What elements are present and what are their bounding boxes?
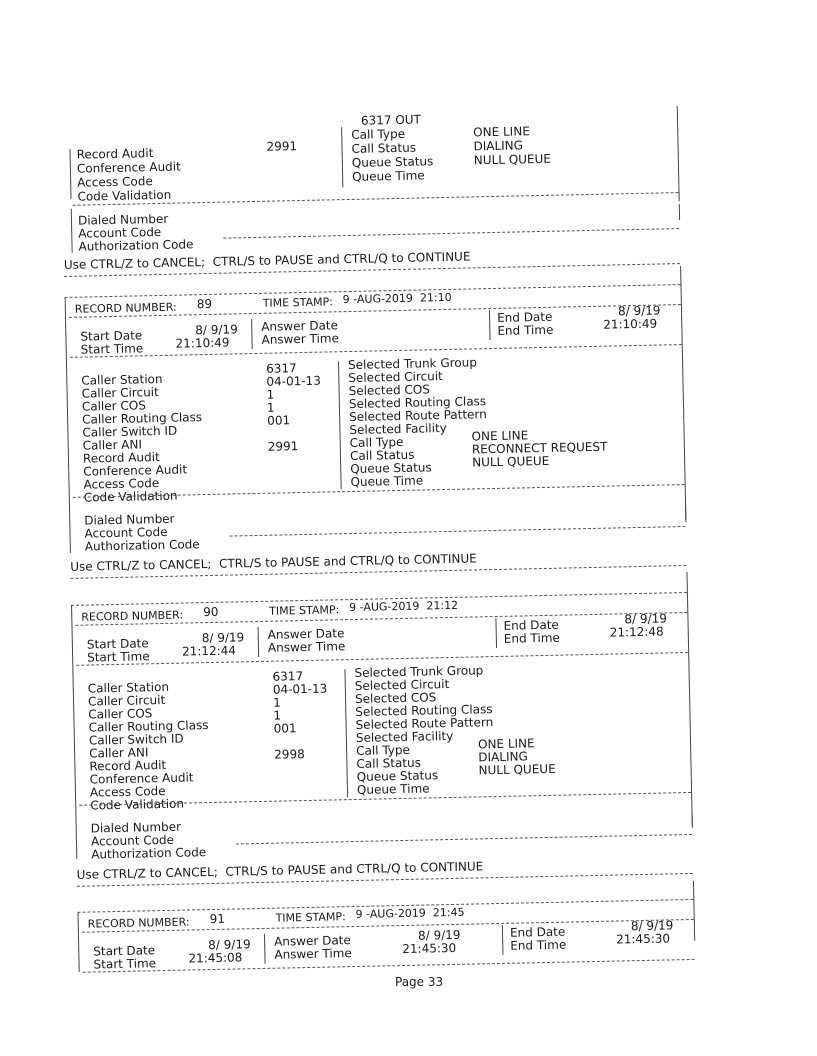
box-right-border: [692, 812, 693, 828]
call-status-value: DIALING: [473, 138, 524, 154]
answer-time-label: Answer Time: [274, 946, 352, 962]
start-time-label: Start Time: [93, 956, 157, 972]
record-90-right-border: [686, 572, 692, 826]
call-type-value: ONE LINE: [477, 736, 535, 752]
answer-time-label: Answer Time: [267, 639, 346, 655]
scanned-printout: [61, 105, 739, 999]
record-audit-value: 2991: [266, 139, 298, 154]
caller-ani-label: Caller ANI: [82, 437, 143, 453]
call-type-label: Call Type: [356, 742, 411, 758]
queue-time-label: Queue Time: [351, 168, 425, 184]
answer-date-label: Answer Date: [267, 626, 345, 642]
time-stamp-value: 9 -AUG-2019 21:12: [349, 598, 459, 615]
end-time-value: 21:45:30: [616, 931, 671, 947]
authorization-code-label: Authorization Code: [78, 237, 194, 254]
call-type-value: ONE LINE: [471, 428, 529, 444]
queue-status-value: NULL QUEUE: [473, 151, 552, 168]
column-divider: [338, 361, 342, 489]
caller-cos-label: Caller COS: [81, 398, 147, 414]
start-date-label: Start Date: [86, 636, 149, 652]
time-stamp-label: TIME STAMP:: [262, 295, 333, 310]
selected-facility-label: Selected Facility: [355, 728, 454, 745]
start-time-label: Start Time: [80, 341, 144, 357]
record-89-left-border: [65, 297, 71, 553]
time-stamp-label: TIME STAMP:: [269, 603, 340, 618]
caller-circuit-label: Caller Circuit: [87, 692, 166, 709]
record-audit-value: 2998: [274, 747, 305, 762]
record-91-left-border: [77, 912, 79, 972]
end-date-label: End Date: [509, 924, 566, 940]
call-type-value: ONE LINE: [473, 124, 530, 140]
column-divider: [258, 627, 260, 657]
selected-circuit-label: Selected Circuit: [348, 369, 443, 386]
caller-routing-class-label: Caller Routing Class: [88, 718, 209, 735]
divider: [230, 526, 686, 537]
call-status-label: Call Status: [356, 755, 422, 771]
record-audit-label: Record Audit: [82, 450, 160, 466]
record-number-value: 91: [209, 911, 226, 927]
record-number-value: 90: [203, 604, 219, 620]
call-status-label: Call Status: [351, 140, 417, 156]
start-date-value: 8/ 9/19: [201, 630, 245, 646]
caller-cos-value: 1: [272, 695, 281, 710]
caller-station-label: Caller Station: [87, 679, 170, 696]
authorization-code-label: Authorization Code: [91, 845, 207, 862]
caller-cos-label: Caller COS: [88, 706, 153, 722]
code-validation-label: Code Validation: [90, 796, 185, 813]
access-code-label: Access Code: [89, 783, 166, 800]
column-divider: [489, 310, 491, 340]
call-status-value: DIALING: [478, 749, 528, 765]
end-time-value: 21:12:48: [609, 624, 664, 640]
box-right-border: [679, 204, 680, 220]
caller-cos-value: 1: [266, 387, 275, 402]
end-date-label: End Date: [496, 309, 553, 325]
divider: [223, 228, 679, 239]
end-time-label: End Time: [510, 937, 567, 953]
record-number-label: RECORD NUMBER:: [74, 300, 177, 316]
call-status-value: RECONNECT REQUEST: [471, 439, 608, 457]
record-audit-value: 2991: [267, 439, 299, 454]
record-90-left-border: [71, 605, 77, 859]
queue-status-label: Queue Status: [351, 154, 434, 170]
caller-station-value: 6317: [265, 361, 297, 376]
caller-ani-label: Caller ANI: [89, 745, 149, 761]
selected-cos-label: Selected COS: [348, 382, 431, 399]
time-stamp-label: TIME STAMP:: [275, 910, 346, 925]
account-code-label: Account Code: [90, 832, 175, 849]
end-date-value: 8/ 9/19: [617, 303, 661, 319]
queue-time-label: Queue Time: [350, 473, 424, 490]
continue-prompt: Use CTRL/Z to CANCEL; CTRL/S to PAUSE and CTRL/Q to CONTINUE: [76, 859, 484, 882]
selected-route-pattern-label: Selected Route Pattern: [349, 407, 487, 425]
time-stamp-value: 9 -AUG-2019 21:10: [342, 290, 452, 307]
continue-prompt: Use CTRL/Z to CANCEL; CTRL/S to PAUSE and CTRL/Q to CONTINUE: [70, 551, 477, 574]
selected-routing-class-label: Selected Routing Class: [355, 702, 493, 719]
start-date-label: Start Date: [80, 328, 143, 344]
record-number-label: RECORD NUMBER:: [81, 608, 184, 624]
code-validation-label: Code Validation: [77, 187, 172, 204]
page-number: Page 33: [395, 975, 444, 989]
conference-audit-label: Conference Audit: [89, 770, 194, 787]
caller-switch-id-value: 001: [273, 721, 297, 736]
selected-trunk-group-label: Selected Trunk Group: [354, 663, 484, 680]
selected-routing-class-label: Selected Routing Class: [348, 394, 487, 412]
call-type-label: Call Type: [351, 126, 406, 142]
box-left-border: [71, 209, 73, 253]
authorization-code-label: Authorization Code: [84, 537, 200, 554]
dialed-number-label: Dialed Number: [77, 211, 169, 228]
start-time-value: 21:12:44: [181, 643, 237, 659]
divider: [236, 834, 692, 845]
station-out: 6317 OUT: [360, 112, 422, 128]
continue-prompt: Use CTRL/Z to CANCEL; CTRL/S to PAUSE and CTRL/Q to CONTINUE: [63, 249, 471, 272]
conference-audit-label: Conference Audit: [83, 462, 188, 479]
end-time-label: End Time: [503, 630, 560, 646]
box-right-border: [685, 504, 686, 520]
record-number-label: RECORD NUMBER:: [87, 915, 190, 931]
queue-time-label: Queue Time: [356, 781, 430, 797]
start-date-value: 8/ 9/19: [208, 937, 251, 953]
caller-switch-id-value: 001: [267, 413, 291, 428]
queue-status-value: NULL QUEUE: [471, 453, 550, 470]
selected-facility-label: Selected Facility: [349, 420, 447, 438]
access-code-label: Access Code: [83, 476, 160, 492]
code-validation-label: Code Validation: [83, 488, 178, 505]
end-date-value: 8/ 9/19: [630, 918, 674, 934]
account-code-label: Account Code: [78, 224, 162, 241]
column-divider: [344, 669, 348, 797]
time-stamp-value: 9 -AUG-2019 21:45: [355, 905, 465, 922]
column-divider: [264, 934, 266, 964]
start-date-value: 8/ 9/19: [195, 322, 238, 338]
answer-time-label: Answer Time: [261, 331, 340, 347]
column-divider: [502, 925, 504, 955]
call-status-label: Call Status: [349, 447, 415, 464]
column-divider: [341, 127, 343, 187]
start-time-value: 21:10:49: [175, 335, 230, 351]
dialed-number-label: Dialed Number: [84, 511, 175, 528]
selected-route-pattern-label: Selected Route Pattern: [355, 715, 494, 732]
caller-station-label: Caller Station: [81, 371, 163, 388]
end-time-label: End Time: [497, 322, 554, 338]
record-audit-label: Record Audit: [76, 146, 154, 162]
caller-routing-class-value: 1: [266, 400, 275, 415]
account-code-label: Account Code: [84, 524, 168, 541]
record-audit-label: Record Audit: [89, 757, 167, 774]
queue-status-value: NULL QUEUE: [478, 761, 556, 778]
caller-circuit-value: 04-01-13: [272, 681, 328, 697]
caller-circuit-label: Caller Circuit: [81, 385, 159, 401]
end-date-label: End Date: [503, 617, 560, 633]
caller-switch-id-label: Caller Switch ID: [82, 423, 178, 440]
start-time-value: 21:45:08: [188, 950, 243, 966]
selected-trunk-group-label: Selected Trunk Group: [347, 355, 478, 373]
access-code-label: Access Code: [77, 174, 153, 190]
caller-routing-class-label: Caller Routing Class: [82, 410, 203, 427]
queue-status-label: Queue Status: [350, 460, 432, 477]
caller-circuit-value: 04-01-13: [266, 373, 322, 389]
answer-date-label: Answer Date: [261, 318, 339, 334]
column-divider: [251, 319, 253, 349]
answer-date-label: Answer Date: [273, 933, 351, 949]
record-91-right-border: [693, 881, 695, 941]
column-divider: [495, 618, 497, 648]
conference-audit-label: Conference Audit: [76, 159, 181, 176]
call-type-label: Call Type: [349, 434, 404, 451]
answer-time-value: 21:45:30: [402, 940, 457, 957]
caller-station-value: 6317: [272, 669, 304, 684]
end-time-value: 21:10:49: [603, 316, 658, 332]
record-number-value: 89: [196, 296, 213, 312]
end-date-value: 8/ 9/19: [624, 611, 668, 627]
box-right-border: [677, 106, 680, 201]
caller-routing-class-value: 1: [273, 708, 282, 723]
box-left-border: [69, 149, 71, 199]
start-date-label: Start Date: [93, 943, 156, 959]
selected-cos-label: Selected COS: [354, 690, 437, 706]
queue-status-label: Queue Status: [356, 768, 439, 784]
caller-switch-id-label: Caller Switch ID: [88, 731, 184, 748]
selected-circuit-label: Selected Circuit: [354, 676, 450, 693]
dialed-number-label: Dialed Number: [90, 819, 182, 836]
answer-date-value: 8/ 9/19: [417, 927, 461, 943]
start-time-label: Start Time: [86, 649, 150, 665]
